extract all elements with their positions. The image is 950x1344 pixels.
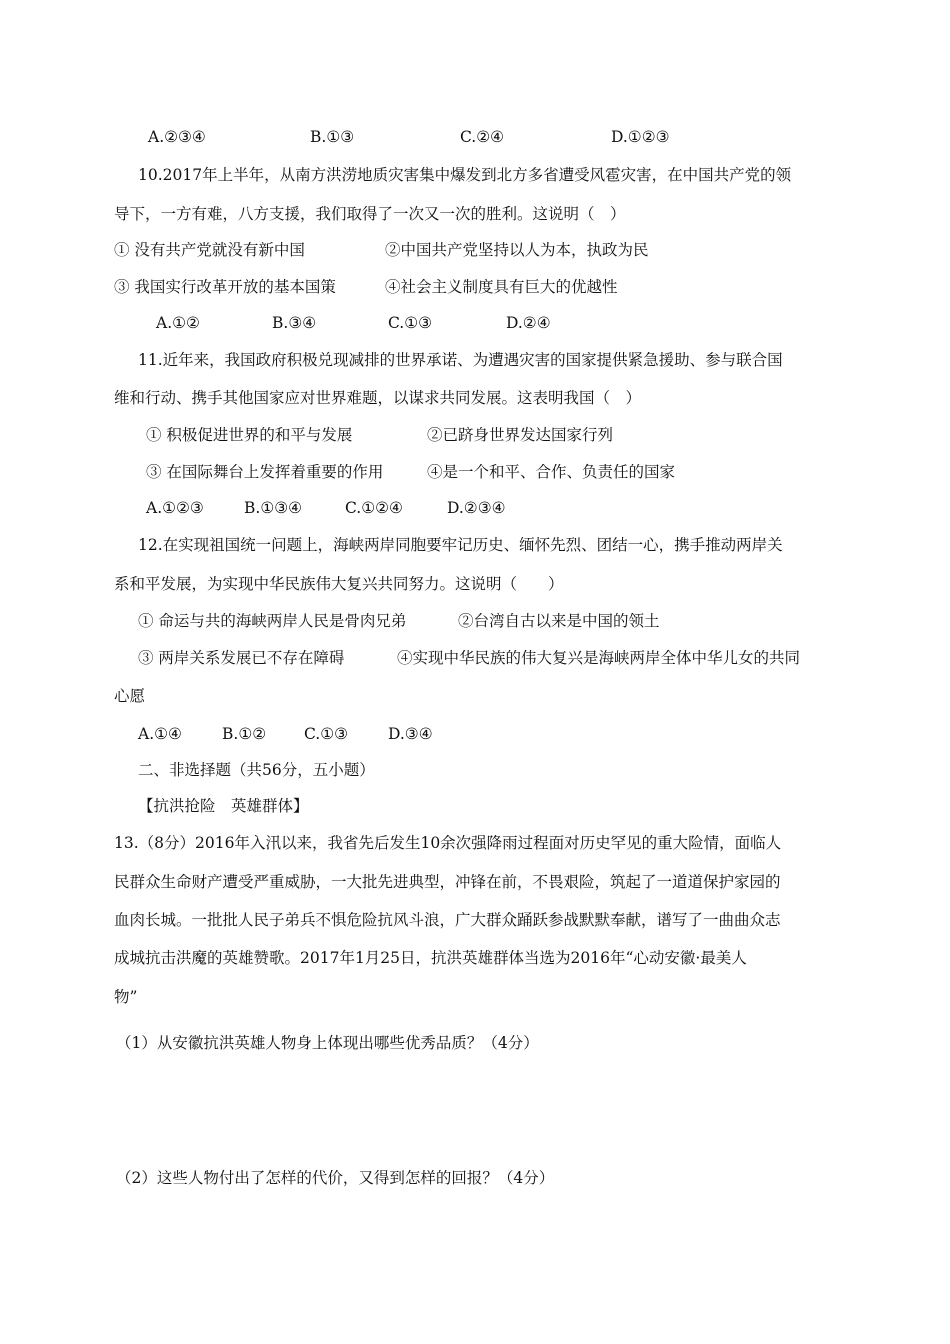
q12-option-a: A.①④: [138, 725, 182, 743]
q13-sub-question-1: （1）从安徽抗洪英雄人物身上体现出哪些优秀品质？（4分）: [116, 1034, 539, 1052]
q11-option-b: B.①③④: [244, 499, 303, 517]
q12-option-d: D.③④: [388, 725, 433, 743]
q10-item-3: ③ 我国实行改革开放的基本国策: [114, 278, 336, 296]
q12-item-1: ① 命运与共的海峡两岸人民是骨肉兄弟: [138, 612, 407, 630]
q12-option-b: B.①②: [222, 725, 267, 743]
q11-option-c: C.①②④: [345, 499, 403, 517]
q10-option-d: D.②④: [506, 314, 551, 332]
q13-line4: 成城抗击洪魔的英雄赞歌。2017年1月25日，抗洪英雄群体当选为2016年“心动安徽·最美人: [114, 949, 747, 967]
q13-sub-question-2: （2）这些人物付出了怎样的代价，又得到怎样的回报？（4分）: [116, 1169, 555, 1187]
q10-stem-line1: 10.2017年上半年，从南方洪涝地质灾害集中爆发到北方多省遭受风雹灾害，在中国共产党的领: [138, 166, 792, 184]
q10-option-a: A.①②: [156, 314, 200, 332]
q12-options: [0, 724, 950, 744]
q10-item-2: ②中国共产党坚持以人为本，执政为民: [385, 241, 649, 259]
q11-stem-line2: 维和行动、携手其他国家应对世界难题，以谋求共同发展。这表明我国（ ）: [114, 389, 642, 407]
q10-stem-line2: 导下，一方有难，八方支援，我们取得了一次又一次的胜利。这说明（ ）: [114, 205, 626, 223]
q13-line1: 13.（8分）2016年入汛以来，我省先后发生10余次强降雨过程面对历史罕见的重大险情，面临人: [114, 834, 782, 852]
q12-item-4-line1: ④实现中华民族的伟大复兴是海峡两岸全体中华儿女的共同: [397, 649, 801, 667]
q10-item-1: ① 没有共产党就没有新中国: [114, 241, 305, 259]
q12-item-3: ③ 两岸关系发展已不存在障碍: [138, 649, 345, 667]
q11-item-1: ① 积极促进世界的和平与发展: [146, 426, 353, 444]
q11-option-d: D.②③④: [447, 499, 506, 517]
q10-option-c: C.①③: [388, 314, 433, 332]
q13-line2: 民群众生命财产遭受严重威胁，一大批先进典型，冲锋在前，不畏艰险，筑起了一道道保护家园的: [114, 873, 781, 891]
q11-item-2: ②已跻身世界发达国家行列: [427, 426, 614, 444]
q13-line5: 物”: [114, 988, 138, 1006]
q10-option-b: B.③④: [272, 314, 317, 332]
section2-title: 二、非选择题（共56分，五小题）: [138, 761, 375, 779]
q9-option-b: B.①③: [310, 128, 355, 146]
q11-item-4: ④是一个和平、合作、负责任的国家: [427, 463, 676, 481]
q12-item-2: ②台湾自古以来是中国的领土: [458, 612, 660, 630]
q11-options: [0, 498, 950, 518]
q12-option-c: C.①③: [304, 725, 349, 743]
q11-stem-line1: 11.近年来，我国政府积极兑现减排的世界承诺、为遭遇灾害的国家提供紧急援助、参与联合国: [138, 351, 783, 369]
section2-theme: 【抗洪抢险 英雄群体】: [138, 797, 309, 815]
q9-option-d: D.①②③: [611, 128, 670, 146]
q11-option-a: A.①②③: [146, 499, 204, 517]
q9-option-c: C.②④: [460, 128, 505, 146]
q12-stem-line1: 12.在实现祖国统一问题上，海峡两岸同胞要牢记历史、缅怀先烈、团结一心，携手推动两岸关: [138, 536, 783, 554]
q11-item-3: ③ 在国际舞台上发挥着重要的作用: [146, 463, 384, 481]
q10-options: [0, 313, 950, 333]
q9-options: [0, 127, 950, 147]
q9-option-a: A.②③④: [148, 128, 206, 146]
q10-item-4: ④社会主义制度具有巨大的优越性: [385, 278, 618, 296]
q12-stem-line2: 系和平发展，为实现中华民族伟大复兴共同努力。这说明（ ）: [114, 575, 564, 593]
q13-line3: 血肉长城。一批批人民子弟兵不惧危险抗风斗浪，广大群众踊跃参战默默奉献，谱写了一曲曲众志: [114, 911, 781, 929]
q12-item-4-line2: 心愿: [114, 687, 146, 705]
